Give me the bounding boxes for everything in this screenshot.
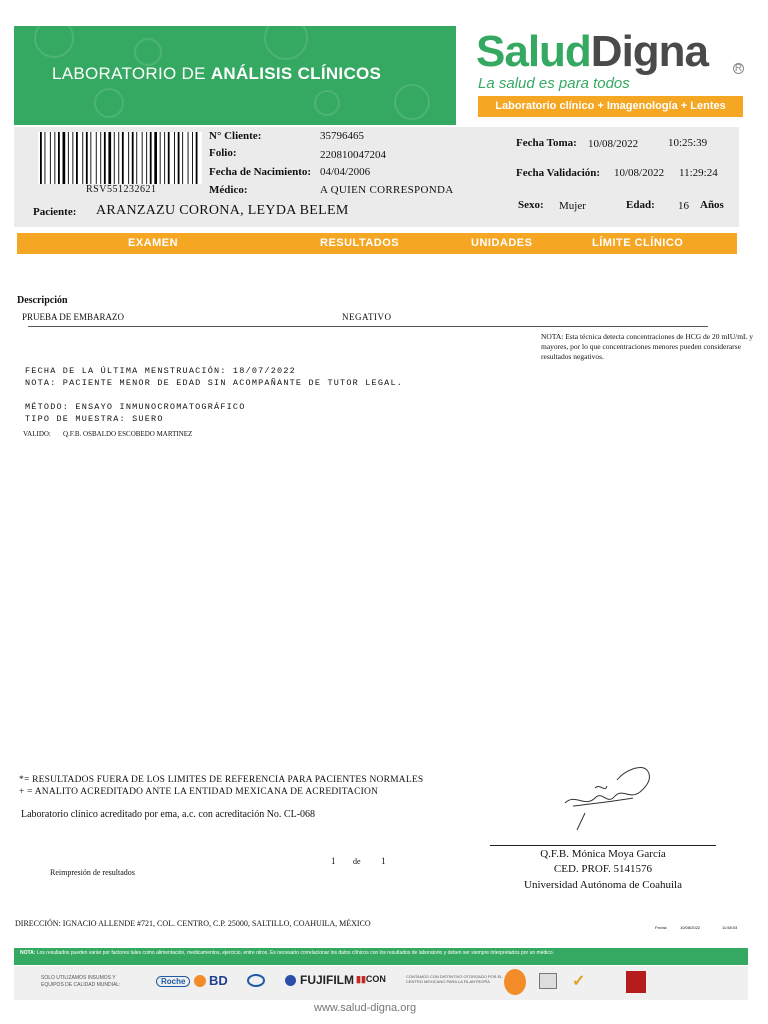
signature-line: [490, 845, 716, 846]
legend-accredited: + = ANALITO ACREDITADO ANTE LA ENTIDAD MEXICANA DE ACREDITACION: [19, 787, 379, 797]
roche-logo: Roche: [156, 976, 190, 987]
legend-out-of-range: *= RESULTADOS FUERA DE LOS LIMITES DE REFERENCIA PARA PACIENTES NORMALES: [19, 775, 424, 785]
validated-by: Q.F.B. OSBALDO ESCOBEDO MARTINEZ: [63, 430, 193, 438]
test-result: NEGATIVO: [342, 312, 392, 322]
sex-value: Mujer: [559, 200, 586, 212]
method: MÉTODO: ENSAYO INMUNOCROMATOGRÁFICO: [25, 402, 246, 412]
birth-date-value: 04/04/2006: [320, 166, 371, 178]
patient-name: ARANZAZU CORONA, LEYDA BELEM: [96, 203, 349, 218]
disclaimer-bar: NOTA: Los resultados pueden variar por factores tales como alimentación, medicamentos, ejercicio, entre otros. Es necesario correlacionar los datos clínicos con los resultados de laboratorio y deben ser siempre interpretados por un médico.: [14, 948, 748, 965]
print-time: 11:58:03: [722, 925, 738, 930]
validation-date-label: Fecha Validación:: [516, 167, 601, 179]
age-unit: Años: [700, 199, 724, 211]
check-icon: ✓: [572, 973, 586, 990]
last-menstruation: FECHA DE LA ÚLTIMA MENSTRUACIÓN: 18/07/2022: [25, 366, 296, 376]
signer-name: Q.F.B. Mónica Moya García: [540, 848, 666, 860]
barcode-text: RSV551232621: [86, 184, 157, 195]
client-no-label: N° Cliente:: [209, 130, 262, 142]
decorative-circle: [314, 90, 340, 116]
brand-logo: SaludDigna: [476, 27, 709, 76]
doctor-label: Médico:: [209, 184, 248, 196]
lab-title: LABORATORIO DE ANÁLISIS CLÍNICOS: [52, 64, 382, 83]
client-no-value: 35796465: [320, 130, 364, 142]
red-badge-icon: [626, 971, 646, 993]
print-date-label: Fecha:: [655, 925, 668, 930]
column-units: UNIDADES: [471, 237, 533, 249]
signature-image: [555, 758, 665, 833]
page-total: 1: [381, 856, 386, 866]
birth-date-label: Fecha de Nacimiento:: [209, 166, 312, 178]
fujifilm-logo: FUJIFILM: [300, 973, 354, 987]
age-label: Edad:: [626, 199, 655, 211]
signer-license: CED. PROF. 5141576: [553, 863, 653, 875]
bd-logo: BD: [209, 973, 228, 988]
distinction-text: CONTAMOS CON DISTINTIVO OTORGADO POR EL CENTRO MEXICANO PARA LA FILANTROPÍA: [406, 974, 503, 984]
reprint-note: Reimpresión de resultados: [50, 868, 135, 877]
eye-icon: [247, 974, 265, 987]
header-banner: [14, 26, 456, 125]
seal-icon: [539, 973, 557, 989]
supplies-text: SOLO UTILIZAMOS INSUMOS Y EQUIPOS DE CALIDAD MUNDIAL:: [41, 975, 121, 988]
validation-time-value: 11:29:24: [679, 167, 718, 179]
globe-icon: [285, 975, 296, 986]
minor-note: NOTA: PACIENTE MENOR DE EDAD SIN ACOMPAÑANTE DE TUTOR LEGAL.: [25, 378, 404, 388]
registered-mark: R: [734, 63, 743, 74]
website-url: www.salud-digna.org: [314, 1002, 417, 1014]
description-heading: Descripción: [17, 295, 68, 306]
signer-university: Universidad Autónoma de Coahuila: [524, 879, 682, 891]
patient-label: Paciente:: [33, 206, 77, 218]
sex-label: Sexo:: [518, 199, 544, 211]
sample-time-value: 10:25:39: [668, 137, 708, 149]
decorative-circle: [264, 26, 308, 60]
folio-value: 220810047204: [320, 149, 386, 161]
esr-badge-icon: [504, 969, 526, 995]
test-note: NOTA: Esta técnica detecta concentraciones de HCG de 20 mIU/mL y mayores, por lo que concentraciones menores pueden considerarse resultados negativos.: [541, 332, 753, 361]
sample-type: TIPO DE MUESTRA: SUERO: [25, 414, 164, 424]
services-bar: Laboratorio clínico + Imagenología + Lentes: [478, 96, 743, 117]
icon-logo: ▮▮CON: [356, 974, 386, 984]
bd-icon: [194, 975, 206, 987]
decorative-circle: [134, 38, 162, 66]
sample-date-value: 10/08/2022: [588, 138, 639, 150]
sample-date-label: Fecha Toma:: [516, 137, 577, 149]
barcode-icon: [38, 132, 202, 184]
page-of: de: [353, 857, 361, 866]
accreditation-note: Laboratorio clínico acreditado por ema, a.c. con acreditación No. CL-068: [21, 809, 316, 820]
decorative-circle: [94, 88, 124, 118]
doctor-value: A QUIEN CORRESPONDA: [320, 184, 454, 196]
print-date: 10/08/2022: [680, 925, 701, 930]
folio-label: Folio:: [209, 147, 237, 159]
test-name: PRUEBA DE EMBARAZO: [22, 312, 125, 322]
decorative-circle: [34, 26, 74, 58]
lab-address: DIRECCIÓN: IGNACIO ALLENDE #721, COL. CENTRO, C.P. 25000, SALTILLO, COAHUILA, MÉXICO: [15, 919, 371, 928]
partner-logos-bar: [14, 966, 748, 1000]
column-clinical-limit: LÍMITE CLÍNICO: [592, 237, 684, 249]
results-table-header: [17, 233, 737, 254]
decorative-circle: [394, 84, 430, 120]
age-value: 16: [678, 200, 689, 212]
validation-date-value: 10/08/2022: [614, 167, 665, 179]
brand-tagline: La salud es para todos: [478, 75, 630, 92]
validated-label: VALIDO:: [23, 430, 51, 438]
result-divider: [28, 326, 708, 327]
page-current: 1: [331, 856, 336, 866]
column-exam: EXAMEN: [128, 237, 179, 249]
column-results: RESULTADOS: [320, 237, 400, 249]
disclaimer-text: Los resultados pueden variar por factores tales como alimentación, medicamentos, ejercicio, entre otros. Es necesario correlacionar los datos clínicos con los resultados de laboratorio y deben ser siempre interpretados por un médico.: [36, 950, 555, 956]
